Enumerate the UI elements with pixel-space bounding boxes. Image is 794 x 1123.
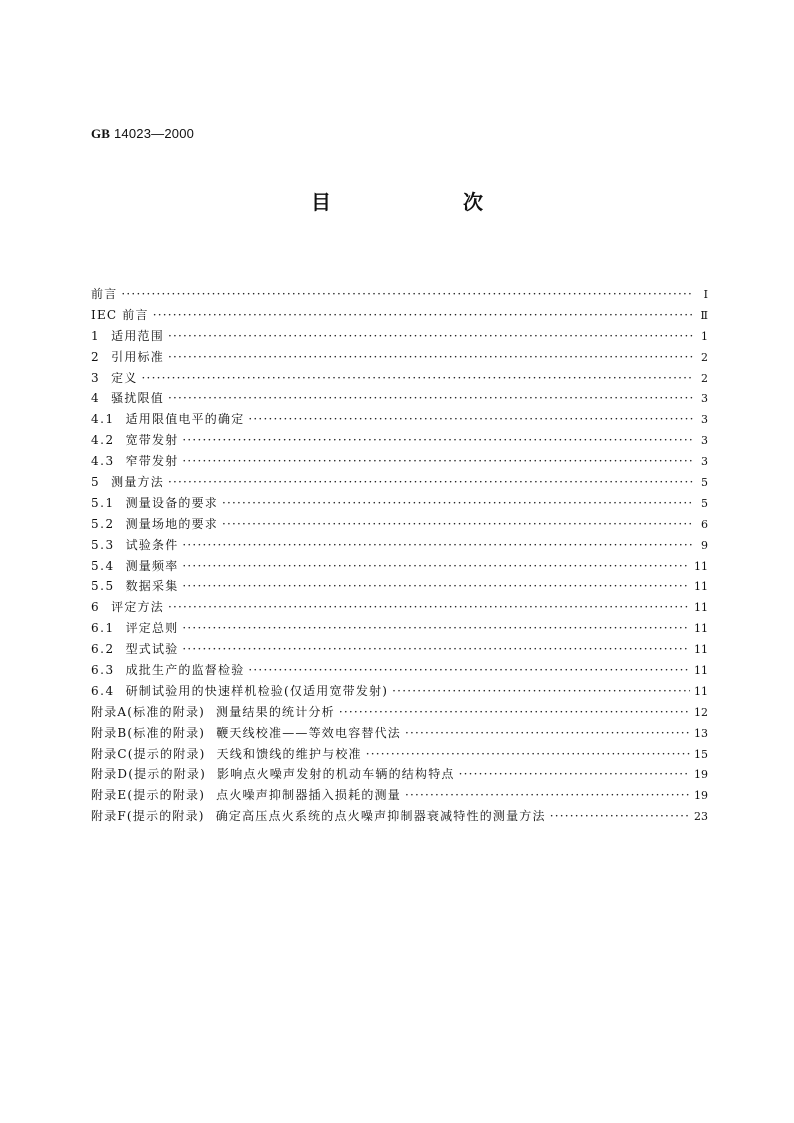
standard-number: 14023—2000 [114, 126, 195, 141]
toc-entry-page: 23 [694, 810, 708, 824]
toc-entry-title: 测量方法 [111, 475, 164, 490]
toc-entry[interactable] [91, 493, 708, 514]
toc-dot-leader [392, 681, 690, 702]
toc-entry-page: 2 [701, 371, 708, 385]
toc-entry-title: 骚扰限值 [111, 391, 164, 406]
toc-dot-leader [168, 326, 694, 347]
toc-dot-leader [182, 576, 690, 597]
toc-dot-leader [459, 764, 690, 785]
toc-entry[interactable] [91, 409, 708, 430]
toc-dot-leader [182, 556, 690, 577]
toc-entry-number: 附录B(标准的附录) [91, 725, 206, 740]
toc-entry[interactable] [91, 702, 708, 723]
toc-entry[interactable] [91, 472, 708, 493]
toc-entry[interactable] [91, 284, 708, 305]
toc-entry-title: 测量结果的统计分析 [216, 704, 335, 719]
toc-entry-title: 天线和馈线的维护与校准 [216, 746, 362, 761]
toc-entry-title: IEC 前言 [91, 307, 149, 322]
toc-dot-leader [182, 535, 694, 556]
toc-entry-page: 19 [694, 768, 708, 782]
toc-entry-page: 3 [701, 455, 708, 469]
toc-entry-number: 4.1 [91, 412, 115, 427]
toc-entry-number: 1 [91, 328, 101, 343]
toc-dot-leader [182, 430, 694, 451]
standard-code [91, 126, 194, 142]
toc-entry-number: 5.1 [91, 495, 115, 510]
toc-entry[interactable] [91, 764, 708, 785]
toc-entry-title: 影响点火噪声发射的机动车辆的结构特点 [217, 767, 455, 782]
toc-dot-leader [405, 785, 690, 806]
toc-entry-number: 5.4 [91, 558, 115, 573]
toc-entry[interactable] [91, 576, 708, 597]
standard-prefix: GB [91, 126, 111, 141]
toc-entry-title: 定义 [111, 370, 138, 385]
table-of-contents [91, 284, 708, 827]
toc-dot-leader [153, 305, 694, 326]
toc-dot-leader [142, 368, 694, 389]
toc-entry-page: 11 [694, 684, 708, 698]
toc-entry[interactable] [91, 535, 708, 556]
toc-entry-page: 11 [694, 643, 708, 657]
toc-entry-page: 1 [701, 329, 708, 343]
toc-entry[interactable] [91, 430, 708, 451]
toc-entry-page: 6 [701, 517, 708, 531]
toc-entry-title: 适用限值电平的确定 [125, 412, 245, 427]
toc-dot-leader [168, 347, 694, 368]
toc-entry-page: 11 [694, 601, 708, 615]
toc-entry-page: Ⅱ [700, 308, 708, 322]
toc-dot-leader [405, 723, 690, 744]
toc-entry-page: 3 [701, 413, 708, 427]
toc-entry[interactable] [91, 597, 708, 618]
toc-entry[interactable] [91, 806, 708, 827]
toc-entry[interactable] [91, 744, 708, 765]
toc-entry[interactable] [91, 305, 708, 326]
toc-dot-leader [182, 451, 694, 472]
toc-dot-leader [222, 514, 694, 535]
toc-entry-title: 型式试验 [125, 642, 179, 657]
toc-entry-number: 6.3 [91, 663, 115, 678]
toc-entry-title: 试验条件 [125, 537, 179, 552]
toc-dot-leader [168, 597, 690, 618]
toc-entry-number: 4 [91, 391, 101, 406]
toc-entry[interactable] [91, 326, 708, 347]
toc-dot-leader [248, 409, 694, 430]
toc-entry-page: 3 [701, 392, 708, 406]
toc-entry-number: 5.2 [91, 516, 115, 531]
toc-entry-number: 5.3 [91, 537, 115, 552]
toc-entry-title: 窄带发射 [125, 454, 179, 469]
toc-entry-page: 11 [694, 664, 708, 678]
toc-entry-number: 附录E(提示的附录) [91, 788, 206, 803]
toc-entry-number: 6 [91, 600, 101, 615]
toc-entry-title: 适用范围 [111, 328, 164, 343]
toc-entry-title: 宽带发射 [125, 433, 179, 448]
toc-entry[interactable] [91, 388, 708, 409]
toc-entry-number: 6.1 [91, 621, 115, 636]
toc-entry-page: 2 [701, 350, 708, 364]
toc-dot-leader [339, 702, 690, 723]
page-title: 目 次 [311, 190, 539, 214]
toc-entry[interactable] [91, 639, 708, 660]
toc-entry[interactable] [91, 556, 708, 577]
toc-entry-page: 15 [694, 747, 708, 761]
toc-dot-leader [366, 744, 690, 765]
toc-entry-title: 成批生产的监督检验 [125, 663, 245, 678]
toc-entry-page: 11 [694, 580, 708, 594]
toc-entry-page: 19 [694, 789, 708, 803]
toc-entry-page: 12 [694, 705, 708, 719]
toc-entry[interactable] [91, 368, 708, 389]
toc-entry-title: 确定高压点火系统的点火噪声抑制器衰减特性的测量方法 [215, 809, 546, 824]
toc-entry-page: 11 [694, 559, 708, 573]
toc-entry-title: 测量频率 [125, 558, 179, 573]
toc-entry[interactable] [91, 660, 708, 681]
toc-entry-number: 附录C(提示的附录) [91, 746, 206, 761]
toc-entry-number: 附录F(提示的附录) [91, 809, 205, 824]
toc-entry[interactable] [91, 723, 708, 744]
toc-entry-title: 前言 [91, 287, 118, 301]
toc-entry-title: 评定总则 [125, 621, 179, 636]
toc-entry-number: 附录D(提示的附录) [91, 767, 206, 782]
toc-entry-title: 鞭天线校准——等效电容替代法 [216, 725, 401, 740]
toc-entry-number: 3 [91, 370, 101, 385]
toc-dot-leader [121, 284, 694, 305]
toc-entry-number: 5 [91, 475, 101, 490]
toc-entry-title: 评定方法 [111, 600, 164, 615]
toc-entry[interactable] [91, 785, 708, 806]
toc-entry-number: 4.3 [91, 454, 115, 469]
toc-dot-leader [168, 472, 694, 493]
toc-entry[interactable] [91, 681, 708, 702]
toc-dot-leader [248, 660, 690, 681]
toc-entry-title: 数据采集 [125, 579, 179, 594]
toc-entry-number: 4.2 [91, 433, 115, 448]
toc-entry-number: 5.5 [91, 579, 115, 594]
toc-entry-number: 2 [91, 349, 101, 364]
toc-entry[interactable] [91, 514, 708, 535]
toc-entry[interactable] [91, 347, 708, 368]
toc-dot-leader [182, 639, 690, 660]
toc-entry-title: 点火噪声抑制器插入损耗的测量 [216, 788, 401, 803]
toc-entry-title: 测量场地的要求 [125, 516, 218, 531]
toc-entry-page: Ⅰ [703, 288, 708, 301]
toc-dot-leader [222, 493, 694, 514]
toc-entry-number: 附录A(标准的附录) [91, 704, 206, 719]
toc-entry[interactable] [91, 451, 708, 472]
toc-entry-number: 6.2 [91, 642, 115, 657]
toc-dot-leader [168, 388, 694, 409]
toc-entry-page: 11 [694, 622, 708, 636]
toc-entry-page: 13 [694, 726, 708, 740]
toc-dot-leader [182, 618, 690, 639]
toc-entry-title: 测量设备的要求 [125, 495, 218, 510]
toc-entry-title: 研制试验用的快速样机检验(仅适用宽带发射) [125, 683, 389, 698]
toc-entry-page: 5 [701, 476, 708, 490]
toc-entry-number: 6.4 [91, 683, 115, 698]
toc-entry-title: 引用标准 [111, 349, 164, 364]
toc-entry-page: 5 [701, 496, 708, 510]
toc-entry-page: 9 [701, 538, 708, 552]
toc-entry-page: 3 [701, 434, 708, 448]
toc-dot-leader [550, 806, 690, 827]
toc-entry[interactable] [91, 618, 708, 639]
